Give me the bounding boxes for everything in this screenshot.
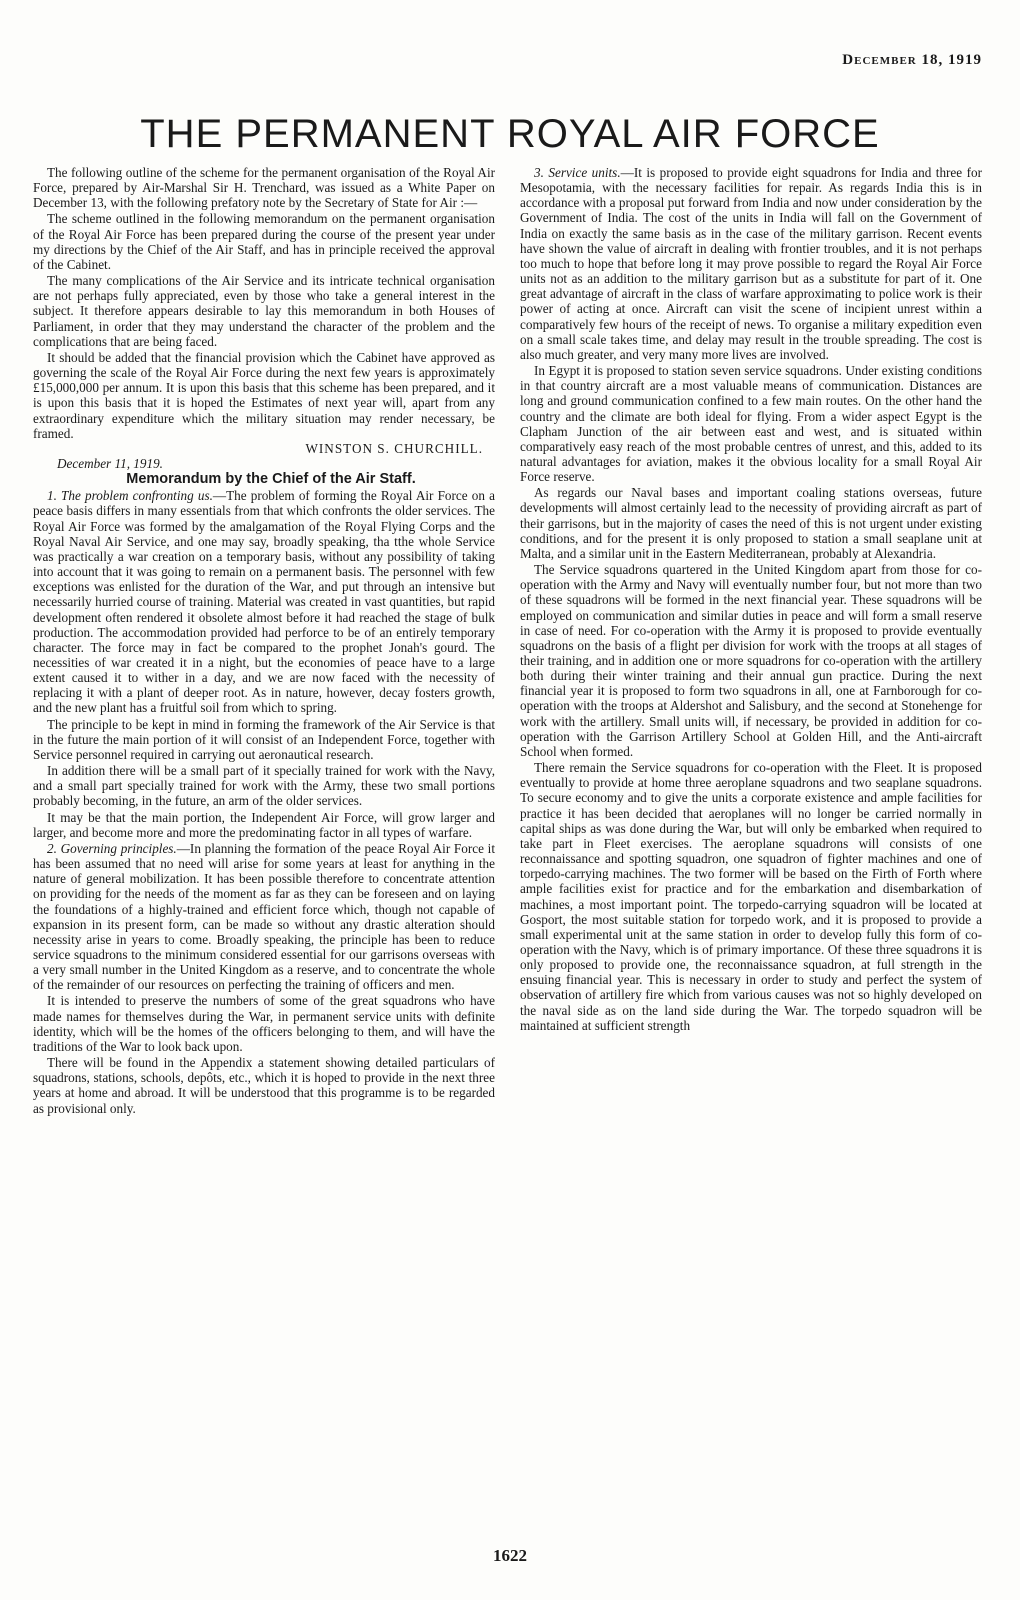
article-title: THE PERMANENT ROYAL AIR FORCE <box>140 112 880 156</box>
memo-paragraph: It is intended to preserve the numbers of some of the great squadrons who have made names for themselves during the War, in permanent service units with definite identity, which will be the homes of the officers belonging to them, and will have the traditions of the War to look back upon. <box>33 993 495 1054</box>
section-2-heading: 2. Governing principles. <box>47 840 177 856</box>
prefatory-note-paragraph: The scheme outlined in the following memorandum on the permanent organisation of the Royal Air Force has been prepared during the course of the present year under my directions by the Chief of the Air Staff, and has in principle received the approval of the Cabinet. <box>33 211 495 272</box>
prefatory-note-paragraph: The many complications of the Air Service and its intricate technical organisation are not perhaps fully appreciated, even by those who take a general interest in the subject. It therefore appears desirable to lay this memorandum in both Houses of Parliament, in order that they may understand the character of the problem and the complications that are being faced. <box>33 273 495 349</box>
right-column <box>520 165 982 1535</box>
section-3-text: —It is proposed to provide eight squadrons for India and three for Mesopotamia, with the necessary facilities for repair. As regards India this is in accordance with a proposal put forward from India and now under consideration by the Government of India. The cost of the units in India will fall on the Government of India on exactly the same basis as in the case of the military garrison. Recent events have shown the value of aircraft in dealing with frontier troubles, and it is not perhaps too much to hope that before long it may prove possible to regard the Royal Air Force units not as an addition to the military garrison but as a substitute for part of it. One great advantage of aircraft in the class of warfare approximating to police work is their power of acting at once. Aircraft can visit the scene of incipient unrest within a comparatively few hours of the receipt of news. To organise a military expedition even on a small scale takes time, and delay may result in the trouble spreading. The cost is also much greater, and very many more lives are involved. <box>520 165 982 362</box>
memo-paragraph: The principle to be kept in mind in forming the framework of the Air Service is that in the future the main portion of it will consist of an Independent Force, together with Service personnel required in carrying out aeronautical research. <box>33 716 495 762</box>
memo-section-2 <box>33 841 495 993</box>
section-1-heading: 1. The problem confronting us. <box>47 488 213 504</box>
memo-paragraph: It may be that the main portion, the Independent Air Force, will grow larger and larger, and become more and more the predominating factor in all types of warfare. <box>33 809 495 840</box>
memo-paragraph: There remain the Service squadrons for co-operation with the Fleet. It is proposed eventually to provide at home three aeroplane squadrons and two seaplane squadrons. To secure economy and to give the units a corporate existence and ample facilities for practice it has been decided that aeroplanes will no longer be carried normally in capital ships as was done during the War, but will only be embarked when required to take part in Fleet exercises. The aeroplane squadrons will consists of one reconnaissance and spotting squadron, one squadron of fighter machines and one of torpedo-carrying machines. The two former will be based on the Firth of Forth where ample facilities exist for practice and for the embarkation and disembarkation of machines, a most important point. The torpedo-carrying squadron will be located at Gosport, the most suitable station for torpedo work, and it is proposed to provide a small experimental unit at the same station in order to develop fully this form of co-operation with the Navy, which is of primary importance. Of these three squadrons it is only proposed to provide one, the reconnaissance squadron, at full strength in the ensuing financial year. This is necessary in order to study and perfect the system of observation of artillery fire which from various causes was not so highly developed on the naval side as on the land side during the War. The torpedo squadron will be maintained at sufficient strength <box>520 760 982 1033</box>
memo-paragraph: There will be found in the Appendix a statement showing detailed particulars of squadrons, stations, schools, depôts, etc., which it is hoped to provide in the next three years at home and abroad. It will be understood that this programme is to be regarded as provisional only. <box>33 1055 495 1116</box>
memo-paragraph: The Service squadrons quartered in the United Kingdom apart from those for co-operation with the Army and Navy will eventually number four, but not more than two of these squadrons will be formed in the next financial year. These squadrons will be employed on communication and similar duties in peace and will form a small reserve in case of need. For co-operation with the Army it is proposed to provide eventually squadrons on the basis of a flight per division for work with the troops at all stages of their training, and in addition one or more squadrons for co-operation with the artillery both during their winter training and their annual gun practice. During the next financial year it is proposed to form two squadrons in all, one at Farnborough for co-operation with the troops at Aldershot and Salisbury, and the second at Stonehenge for work with the artillery. Small units will, if necessary, be provided in addition for co-operation with the Garrison Artillery School at Golden Hill, and the Anti-aircraft School when formed. <box>520 562 982 759</box>
section-2-text: —In planning the formation of the peace Royal Air Force it has been assumed that no need will arise for some years at least for anything in the nature of general mobilization. It has been possible therefore to concentrate attention on providing for the needs of the moment as far as they can be foreseen and on laying the foundations of a highly-trained and efficient force which, though not capable of expansion in its present form, can be made so without any drastic alteration should necessity arise in years to come. Broadly speaking, the principle has been to reduce service squadrons to the minimum considered essential for our garrisons overseas with a very small number in the United Kingdom as a reserve, and to concentrate the whole of the remainder of our resources on perfecting the training of officers and men. <box>33 840 495 993</box>
intro-paragraph: The following outline of the scheme for the permanent organisation of the Royal Air Force, prepared by Air-Marshal Sir H. Trenchard, was issued as a White Paper on December 13, with the following prefatory note by the Secretary of State for Air :— <box>33 165 495 211</box>
left-column <box>33 165 495 1535</box>
memo-section-1 <box>33 488 495 715</box>
section-3-heading: 3. Service units. <box>534 165 621 180</box>
signature-block <box>33 441 483 456</box>
signature: WINSTON S. CHURCHILL. <box>305 440 483 456</box>
prefatory-note-paragraph: It should be added that the financial provision which the Cabinet have approved as governing the scale of the Royal Air Force during the next few years is approximately £15,000,000 per annum. It is upon this basis that this scheme has been prepared, and it is upon this basis that it is hoped the Estimates of next year will, apart from any extraordinary expenditure which the military situation may render necessary, be framed. <box>33 349 495 441</box>
memo-section-3 <box>520 165 982 362</box>
memo-paragraph: In Egypt it is proposed to station seven service squadrons. Under existing conditions in that country aircraft are a most valuable means of communication. Distances are long and ground communication confined to a few main routes. On the other hand the country and the climate are both ideal for flying. From a wider aspect Egypt is the Clapham Junction of the air between east and west, and is situated within comparatively easy reach of the most probable centres of unrest, and this, added to its natural advantages for aviation, makes it the obvious locality for a small Royal Air Force reserve. <box>520 363 982 485</box>
section-1-text: —The problem of forming the Royal Air Force on a peace basis differs in many essentials from that which confronts the older services. The Royal Air Force was formed by the amalgamation of the Royal Flying Corps and the Royal Naval Air Service, and one may say, broadly speaking, tha tthe whole Service was practically a war creation on a temporary basis, without any possibility of taking into account that it was going to remain on a permanent basis. The personnel with few exceptions was enlisted for the duration of the War, and put through an intensive but necessarily hurried course of training. Material was created in vast quantities, but rapid development often rendered it obsolete almost before it had reached the stage of bulk production. The accommodation provided had perforce to be of an entirely temporary character. The force may in fact be compared to the prophet Jonah's gourd. The necessities of war created it in a night, but the economies of peace have to a large extent caused it to wither in a day, and we are now faced with the necessity of replacing it with a plant of deeper root. As in nature, however, decay fosters growth, and the new plant has a fruitful soil from which to spring. <box>33 488 495 716</box>
memo-paragraph: In addition there will be a small part of it specially trained for work with the Navy, and a small part specially trained for work with the Army, these two small portions probably becoming, in the future, an arm of the older services. <box>33 763 495 809</box>
page-number: 1622 <box>493 1546 527 1565</box>
memorandum-heading: Memorandum by the Chief of the Air Staff. <box>126 471 416 488</box>
memo-paragraph: As regards our Naval bases and important coaling stations overseas, future developments will almost certainly lead to the necessity of providing aircraft as part of their garrisons, but in the majority of cases the need of this is not urgent under existing conditions, and for the present it is only proposed to station a small seaplane unit at Malta, and a similar unit in the Eastern Mediterranean, probably at Alexandria. <box>520 485 982 561</box>
signed-date: December 11, 1919. <box>57 455 163 471</box>
issue-date: December 18, 1919 <box>842 52 982 68</box>
